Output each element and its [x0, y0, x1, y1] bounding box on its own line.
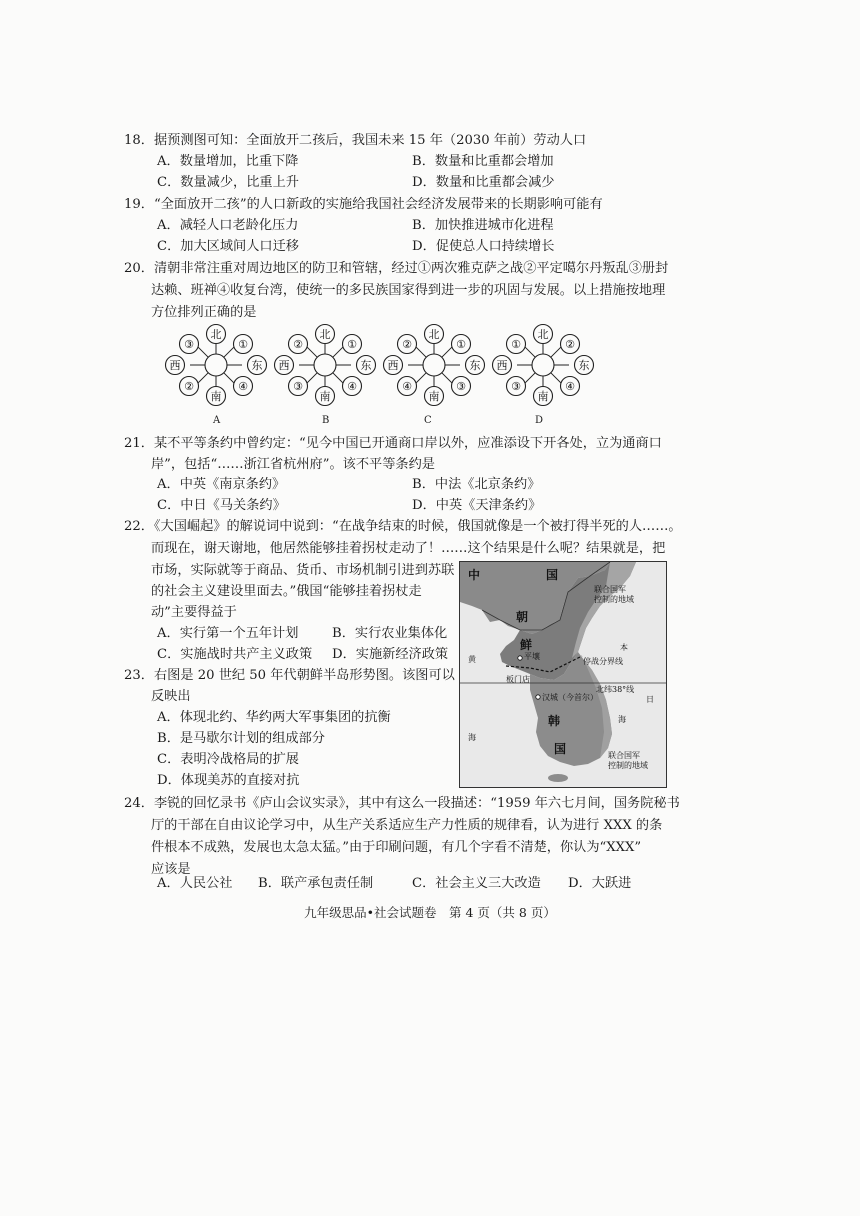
compass-diagram-c [376, 322, 492, 408]
compass-center [205, 354, 227, 376]
map-label-seoul: 汉城（今首尔） [542, 693, 598, 702]
map-label-guo: 国 [546, 568, 559, 582]
compass-diagram-d [485, 322, 601, 408]
compass-sw-label: ③ [511, 380, 521, 393]
compass-south-label: 南 [210, 390, 222, 403]
compass-nw-label: ③ [184, 338, 194, 351]
question-20-line-1: 20．清朝非常注重对周边地区的防卫和管辖，经过①两次雅克萨之战②平定噶尔丹叛乱③册封 [124, 261, 669, 276]
compass-west-label: 西 [169, 359, 181, 372]
question-24-line-2: 厅的干部在自由议论学习中，从生产关系适应生产力性质的规律看，认为进行 XXX 的条 [151, 818, 663, 833]
map-label-panmunjom: 板门店 [506, 675, 530, 684]
q21-option-c: C．中日《马关条约》 [157, 498, 286, 513]
compass-diagram-a [158, 322, 274, 408]
diagram-label-c: C [424, 415, 432, 426]
compass-spoke [224, 347, 235, 358]
question-21-line-2: 岸”，包括“……浙江省杭州府”。该不平等条约是 [151, 457, 435, 472]
q23-option-d: D．体现美苏的直接对抗 [157, 773, 300, 788]
question-21-line-1: 21．某不平等条约中曾约定：“见今中国已开通商口岸以外，应准添设下开各处，立为通商口 [124, 436, 662, 451]
compass-se-label: ④ [565, 380, 575, 393]
compass-ne-label: ② [565, 338, 575, 351]
q24-option-a: A．人民公社 [157, 876, 233, 891]
compass-spoke [307, 373, 318, 384]
compass-center [423, 354, 445, 376]
map-label-ri: 日 [646, 695, 654, 704]
question-20-line-3: 方位排列正确的是 [151, 305, 257, 320]
korea-peninsula-map [459, 561, 667, 788]
compass-se-label: ④ [238, 380, 248, 393]
compass-spoke [224, 373, 235, 384]
compass-center [532, 354, 554, 376]
q21-option-a: A．中英《南京条约》 [157, 477, 286, 492]
compass-spoke [307, 347, 318, 358]
map-label-zhong: 中 [468, 568, 481, 582]
q19-option-a: A．减轻人口老龄化压力 [157, 218, 299, 233]
q19-option-b: B．加快推进城市化进程 [412, 218, 554, 233]
compass-east-label: 东 [360, 359, 372, 372]
compass-north-label: 北 [537, 328, 549, 341]
q23-option-b: B．是马歇尔计划的组成部分 [157, 731, 325, 746]
compass-spoke [333, 373, 344, 384]
q22-option-b: B．实行农业集体化 [332, 626, 448, 641]
compass-spoke [416, 373, 427, 384]
compass-spoke [198, 373, 209, 384]
question-23-line-2: 反映出 [151, 689, 191, 704]
compass-spoke [442, 373, 453, 384]
compass-west-label: 西 [496, 359, 508, 372]
q23-option-c: C．表明冷战格局的扩展 [157, 752, 299, 767]
compass-se-label: ③ [456, 380, 466, 393]
q22-option-d: D．实施新经济政策 [332, 647, 449, 662]
map-label-un-south-2: 控制的地域 [608, 761, 648, 770]
map-label-ben: 本 [620, 643, 628, 652]
compass-south-label: 南 [428, 390, 440, 403]
question-24-line-4: 应该是 [151, 862, 191, 877]
compass-nw-label: ① [511, 338, 521, 351]
compass-spoke [525, 373, 536, 384]
compass-sw-label: ④ [402, 380, 412, 393]
map-label-pyongyang: 平壤 [524, 652, 540, 661]
compass-se-label: ④ [347, 380, 357, 393]
q22-option-c: C．实施战时共产主义政策 [157, 647, 313, 662]
compass-north-label: 北 [210, 328, 222, 341]
question-22-line-4: 的社会主义建设里面去。”俄国“能够挂着拐杖走 [151, 584, 422, 599]
question-23-line-1: 23．右图是 20 世纪 50 年代朝鲜半岛形势图。该图可以 [124, 668, 455, 683]
map-label-un-north-1: 联合国军 [594, 585, 626, 594]
compass-west-label: 西 [387, 359, 399, 372]
q23-option-a: A．体现北约、华约两大军事集团的抗衡 [157, 710, 391, 725]
map-label-xian: 鲜 [520, 638, 533, 652]
question-18-stem: 18．据预测图可知：全面放开二孩后，我国未来 15 年（2030 年前）劳动人口 [124, 133, 587, 148]
map-label-huang: 黄 [468, 655, 476, 664]
map-label-un-south-1: 联合国军 [608, 751, 640, 760]
map-label-38-parallel: 北纬38°线 [596, 685, 635, 694]
compass-spoke [198, 347, 209, 358]
page-footer: 九年级思品•社会试题卷 第 4 页（共 8 页） [304, 905, 556, 920]
compass-south-label: 南 [537, 390, 549, 403]
question-20-line-2: 达赖、班禅④收复台湾，使统一的多民族国家得到进一步的巩固与发展。以上措施按地理 [151, 283, 666, 298]
q19-option-c: C．加大区域间人口迁移 [157, 239, 299, 254]
compass-center [314, 354, 336, 376]
q18-option-b: B．数量和比重都会增加 [412, 154, 554, 169]
compass-sw-label: ③ [293, 380, 303, 393]
compass-ne-label: ① [238, 338, 248, 351]
compass-north-label: 北 [319, 328, 331, 341]
compass-spoke [333, 347, 344, 358]
compass-east-label: 东 [578, 359, 590, 372]
diagram-label-b: B [322, 415, 330, 426]
compass-ne-label: ① [347, 338, 357, 351]
compass-south-label: 南 [319, 390, 331, 403]
q21-option-d: D．中英《天津条约》 [412, 498, 542, 513]
q24-option-d: D．大跃进 [568, 876, 632, 891]
question-22-line-5: 动”主要得益于 [151, 605, 237, 620]
compass-spoke [416, 347, 427, 358]
compass-north-label: 北 [428, 328, 440, 341]
q18-option-c: C．数量减少，比重上升 [157, 175, 299, 190]
compass-ne-label: ① [456, 338, 466, 351]
q24-option-c: C．社会主义三大改造 [412, 876, 541, 891]
map-label-chao: 朝 [516, 610, 529, 624]
compass-diagram-b [267, 322, 383, 408]
q18-option-d: D．数量和比重都会减少 [412, 175, 555, 190]
compass-nw-label: ② [293, 338, 303, 351]
question-19-stem: 19．“全面放开二孩”的人口新政的实施给我国社会经济发展带来的长期影响可能有 [124, 197, 603, 212]
map-label-un-north-2: 控制的地域 [594, 595, 634, 604]
map-label-guo2: 国 [554, 742, 567, 756]
q21-option-b: B．中法《北京条约》 [412, 477, 541, 492]
compass-spoke [551, 347, 562, 358]
diagram-label-a: A [213, 415, 221, 426]
question-22-line-2: 而现在，谢天谢地，他居然能够挂着拐杖走动了！……这个结果是什么呢？结果就是，把 [151, 541, 666, 556]
compass-nw-label: ② [402, 338, 412, 351]
q24-option-b: B．联产承包责任制 [258, 876, 374, 891]
map-label-hai-west: 海 [468, 733, 476, 742]
question-24-line-3: 件根本不成熟，发展也太急太猛。”由于印刷问题，有几个字看不清楚，你认为“XXX” [151, 840, 642, 855]
compass-spoke [551, 373, 562, 384]
compass-west-label: 西 [278, 359, 290, 372]
map-label-hai-east: 海 [618, 715, 626, 724]
question-22-line-3: 市场，实际就等于商品、货币、市场机制引进到苏联 [151, 563, 455, 578]
question-24-line-1: 24．李锐的回忆录书《庐山会议实录》，其中有这么一段描述：“1959 年六七月间，国务院秘书 [124, 796, 680, 811]
map-label-han: 韩 [548, 714, 561, 728]
q19-option-d: D．促使总人口持续增长 [412, 239, 555, 254]
compass-east-label: 东 [469, 359, 481, 372]
map-label-armistice: 停战分界线 [583, 657, 623, 666]
question-22-line-1: 22．《大国崛起》的解说词中说到：“在战争结束的时候，俄国就像是一个被打得半死的人……。 [124, 519, 682, 534]
q22-option-a: A．实行第一个五年计划 [157, 626, 299, 641]
compass-east-label: 东 [251, 359, 263, 372]
compass-spoke [442, 347, 453, 358]
compass-spoke [525, 347, 536, 358]
diagram-label-d: D [535, 415, 544, 426]
q18-option-a: A．数量增加，比重下降 [157, 154, 299, 169]
compass-sw-label: ② [184, 380, 194, 393]
